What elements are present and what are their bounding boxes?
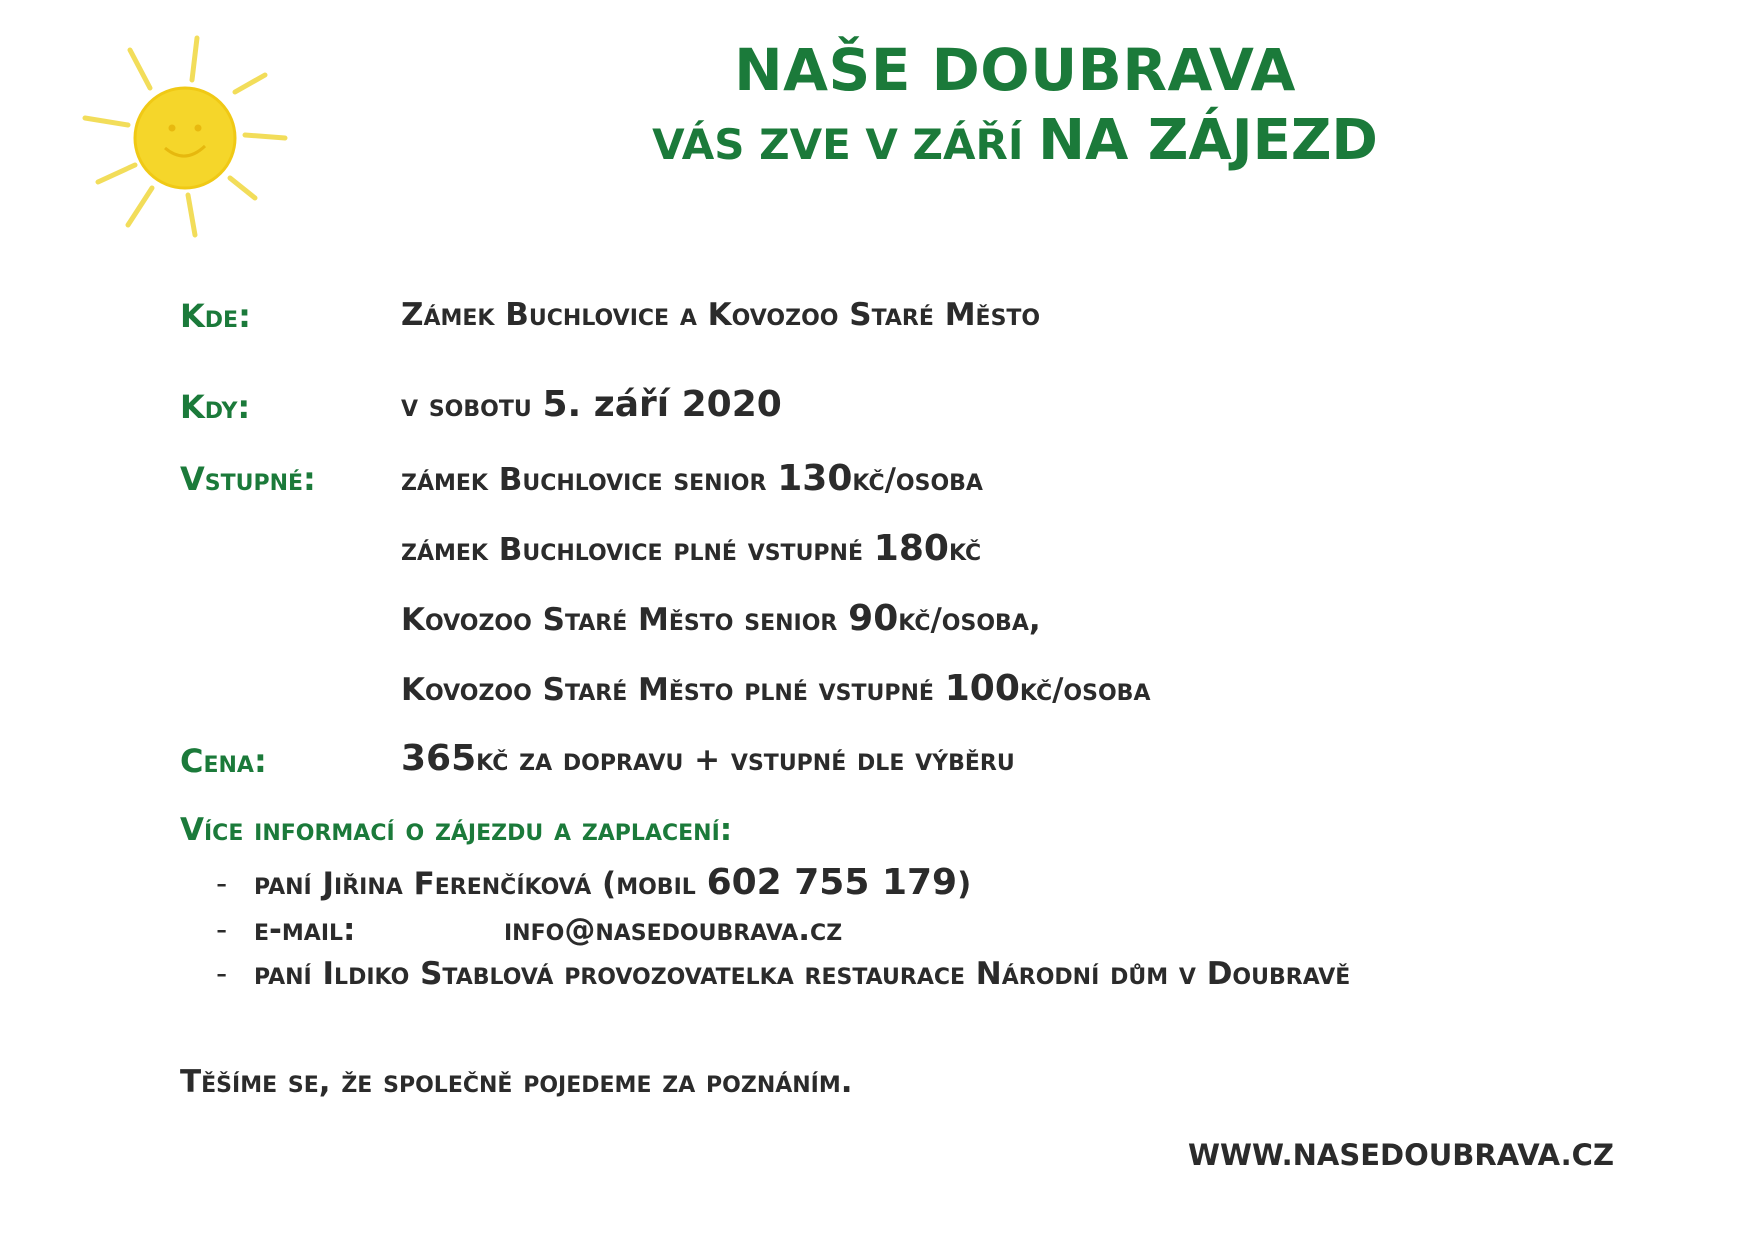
subtitle-part-1: VÁS ZVE V ZÁŘÍ xyxy=(652,120,1024,169)
closing-text: Těšíme se, že společně pojedeme za poznáním. xyxy=(180,1064,853,1100)
vstupne-item-price: 180 xyxy=(873,528,949,569)
contact-list-item xyxy=(216,912,842,948)
cena-price: 365 xyxy=(401,738,477,779)
vstupne-item-text: zámek Buchlovice senior xyxy=(401,462,778,498)
page-title: NAŠE DOUBRAVA xyxy=(734,36,1296,104)
more-info-heading: Více informací o zájezdu a zaplacení: xyxy=(180,812,733,848)
vstupne-item-text: Kovozoo Staré Město plné vstupné xyxy=(401,672,945,708)
email-label: e-mail: xyxy=(254,912,356,948)
vstupne-item xyxy=(401,668,1150,709)
vstupne-label: Vstupné: xyxy=(180,460,316,498)
contact-list-item xyxy=(216,956,1350,992)
subtitle-part-2: NA ZÁJEZD xyxy=(1038,108,1378,173)
vstupne-item-price: 90 xyxy=(848,598,899,639)
list-dash: - xyxy=(216,912,228,948)
vstupne-item-text: zámek Buchlovice plné vstupné xyxy=(401,532,874,568)
contact-restaurant: paní Ildiko Stablová provozovatelka restaurace Národní dům v Doubravě xyxy=(254,956,1351,992)
contact-phone: 602 755 179 xyxy=(706,862,958,903)
kdy-date: 5. září 2020 xyxy=(542,384,782,425)
contact-list-item xyxy=(216,862,971,903)
contact-person: paní Jiřina Ferenčíková (mobil xyxy=(254,866,707,902)
vstupne-item-unit: kč/osoba xyxy=(852,462,983,498)
vstupne-item-text: Kovozoo Staré Město senior xyxy=(401,602,849,638)
kdy-prefix: v sobotu xyxy=(401,388,543,424)
vstupne-item-unit: kč/osoba, xyxy=(898,602,1041,638)
list-dash: - xyxy=(216,866,228,902)
kdy-value xyxy=(401,384,782,425)
vstupne-item-unit: kč/osoba xyxy=(1019,672,1151,708)
vstupne-item-unit: kč xyxy=(948,532,982,568)
vstupne-item xyxy=(401,458,983,499)
vstupne-item-price: 130 xyxy=(777,458,853,499)
vstupne-item-price: 100 xyxy=(944,668,1020,709)
kdy-label: Kdy: xyxy=(180,388,251,426)
kde-label: Kde: xyxy=(180,297,251,335)
list-dash: - xyxy=(216,956,228,992)
vstupne-item xyxy=(401,598,1041,639)
email-link[interactable]: info@nasedoubrava.cz xyxy=(504,912,843,948)
vstupne-item xyxy=(401,528,981,569)
cena-text: kč za dopravu + vstupné dle výběru xyxy=(476,742,1015,778)
contact-close: ) xyxy=(957,866,972,902)
page-subtitle xyxy=(0,108,1754,173)
cena-label: Cena: xyxy=(180,742,267,780)
cena-value xyxy=(401,738,1015,779)
website-link[interactable]: WWW.NASEDOUBRAVA.CZ xyxy=(1188,1138,1614,1172)
kde-value: Zámek Buchlovice a Kovozoo Staré Město xyxy=(401,297,1041,333)
